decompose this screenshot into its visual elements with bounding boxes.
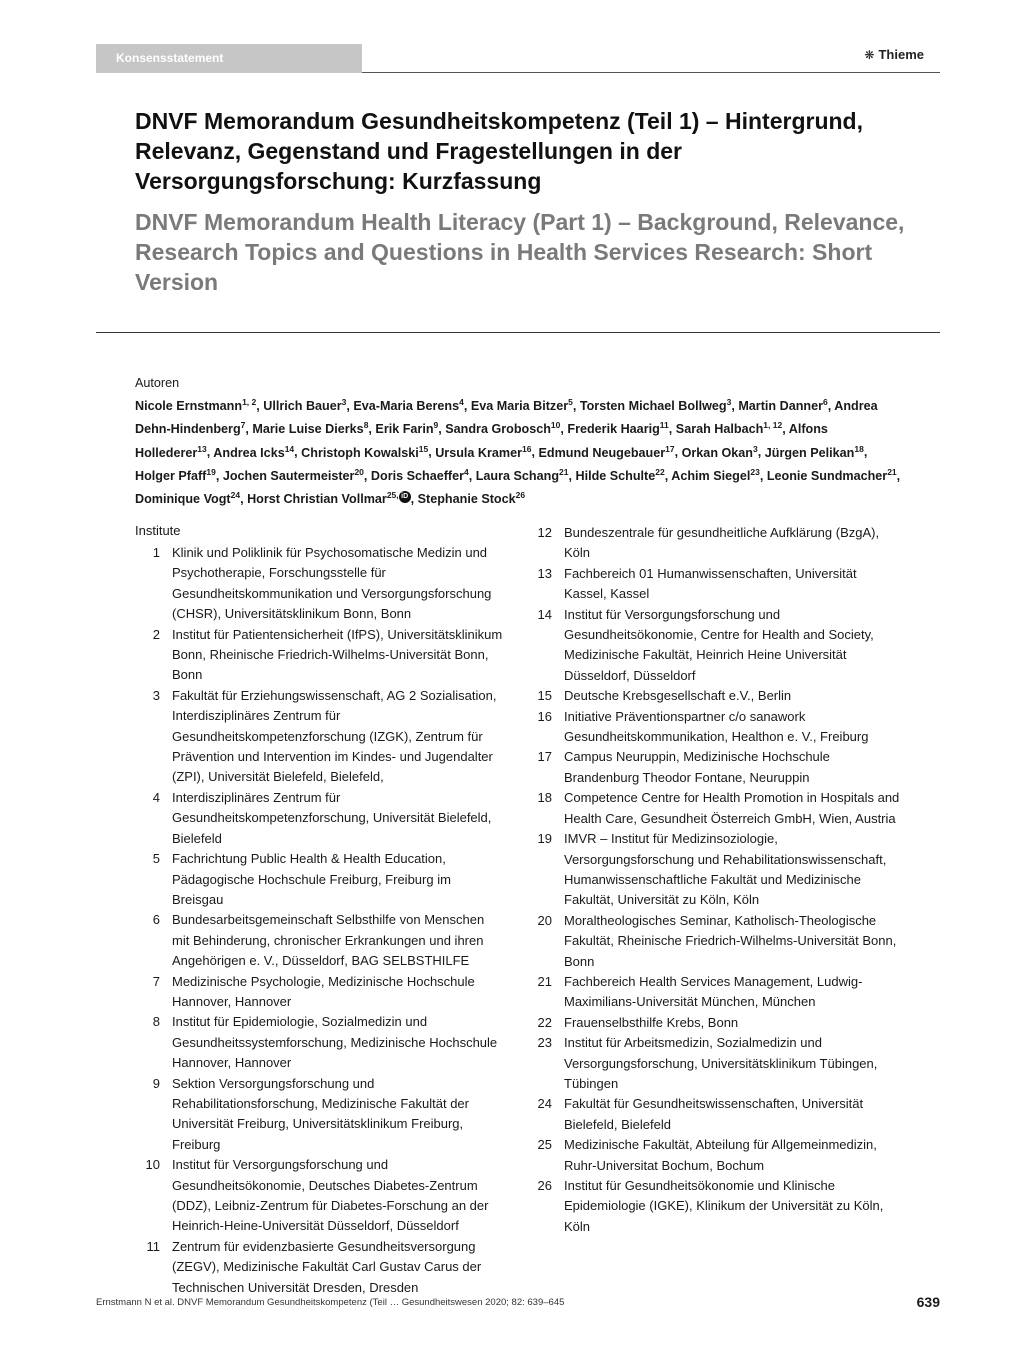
author-name: Doris Schaeffer$^4$ [370, 466, 469, 483]
title-english: DNVF Memorandum Health Literacy (Part 1) – Background, Relevance, Research Topics and Questions in Health Services Research: Short Version [135, 209, 905, 295]
institute-item [135, 1012, 505, 1073]
institute-text: Klinik und Poliklinik für Psychosomatische Medizin und Psychotherapie, Forschungsstelle für Gesundheitskommunikation und Versorgungsforschung (CHSR), Universitätsklinikum Bonn, Bonn [172, 545, 492, 622]
institute-text: Medizinische Psychologie, Medizinische Hochschule Hannover, Hannover [172, 973, 475, 1009]
institute-text: Frauenselbsthilfe Krebs, Bonn [564, 1014, 739, 1030]
author-name: Horst Christian Vollmar$^{25,}$ iD [247, 492, 411, 506]
author-name: Andrea Dehn-Hindenberg$^7$ [135, 399, 878, 437]
author-affiliation-sup: 14 [284, 443, 295, 454]
author-name: Stephanie Stock$^{26}$ [417, 489, 526, 506]
author-affiliation-sup: 3 [341, 397, 347, 407]
institute-item [527, 564, 902, 605]
thieme-logo-icon: ❋ [864, 47, 875, 62]
author-affiliation-sup: 4 [459, 397, 464, 407]
author-affiliation-sup: 1, 12 [763, 420, 783, 431]
institute-number: 1 [152, 545, 160, 560]
author-list: Nicole Ernstmann$^{1, 2}$, Ullrich Bauer$^3$, Eva-Maria Berens$^4$, Eva Maria Bitzer$^5$, Torsten Michael Bollweg$^3$, Martin Danner$^6$, Andrea Dehn-Hindenberg$^7$, Marie Luise Dierks$^8$, Erik Farin$^9$, Sandra Grobosch$^{10}$, Frederik Haarig$^{11}$, Sarah Halbach$^{1, 12}$, Alfons Hollederer$^{13}$, Andrea Icks$^{14}$, Christoph Kowalski$^{15}$, Ursula Kramer$^{16}$, Edmund Neugebauer$^{17}$, Orkan Okan$^3$, Jürgen Pelikan$^{18}$, Holger Pfaff$^{19}$, Jochen Sautermeister$^{20}$, Doris Schaeffer$^4$, Laura Schang$^{21}$, Hilde Schulte$^{22}$, Achim Siegel$^{23}$, Leonie Sundmacher$^{21}$, Dominique Vogt$^{24}$, Horst Christian Vollmar$^{25,}$ iD , Stephanie Stock$^{26}$ [135, 397, 901, 506]
page-number: 639 [916, 1294, 940, 1310]
author-affiliation-sup: 15 [418, 443, 429, 454]
author-name: Edmund Neugebauer$^{17}$ [538, 443, 675, 460]
author-affiliation-sup: 4 [464, 466, 469, 477]
institute-text: Campus Neuruppin, Medizinische Hochschule Brandenburg Theodor Fontane, Neuruppin [564, 749, 830, 785]
author-name: Hilde Schulte$^{22}$ [575, 466, 665, 483]
institute-item [527, 788, 902, 829]
author-name: Sandra Grobosch$^{10}$ [445, 420, 561, 437]
institute-number: 3 [152, 687, 160, 703]
author-affiliation-sup: 10 [550, 420, 561, 431]
institute-text: Fakultät für Gesundheitswissenschaften, Universität Bielefeld, Bielefeld [564, 1096, 864, 1132]
institute-number: 11 [146, 1238, 160, 1254]
institute-number: 20 [537, 912, 552, 928]
author-name: Leonie Sundmacher$^{21}$ [766, 466, 897, 483]
institute-text: Sektion Versorgungsforschung und Rehabilitationsforschung, Medizinische Fakultät der Universität Freiburg, Universitätsklinikum Freiburg, Freiburg [172, 1075, 469, 1152]
institute-text: Fakultät für Erziehungswissenschaft, AG 2 Sozialisation, Interdisziplinäres Zentrum für Gesundheitskompetenzforschung (IZGK), Zentrum für Prävention und Intervention im Kindes- und Jugendalter (ZPI), Universität Bielefeld, Bielefeld, [172, 687, 497, 785]
header-rule [362, 72, 940, 73]
author-name: Erik Farin$^9$ [375, 420, 439, 437]
author-affiliation-sup: 18 [854, 443, 864, 454]
author-name: Ursula Kramer$^{16}$ [435, 443, 532, 460]
author-name: Orkan Okan$^3$ [681, 443, 758, 460]
author-affiliation-sup: 26 [515, 489, 526, 500]
institute-text: Competence Centre for Health Promotion in Hospitals and Health Care, Gesundheit Österreich GmbH, Wien, Austria [564, 790, 900, 826]
institute-text: Initiative Präventionspartner c/o sanawork Gesundheitskommunikation, Healthon e. V., Freiburg [564, 708, 869, 745]
institutes-column-left [135, 543, 505, 1298]
author-name: Alfons Hollederer$^{13}$ [135, 422, 828, 460]
author-name: Christoph Kowalski$^{15}$ [301, 443, 429, 460]
institute-item [527, 707, 902, 748]
institute-text: Institut für Arbeitsmedizin, Sozialmedizin und Versorgungsforschung, Universitätsklinikum Tübingen, Tübingen [564, 1035, 878, 1091]
author-affiliation-sup: 3 [726, 397, 732, 407]
institute-number: 17 [537, 749, 552, 765]
institute-text: Moraltheologisches Seminar, Katholisch-Theologische Fakultät, Rheinische Friedrich-Wilhelms-Universität Bonn, Bonn [564, 912, 897, 969]
institute-text: Medizinische Fakultät, Abteilung für Allgemeinmedizin, Ruhr-Universitat Bochum, Bochum [564, 1137, 877, 1173]
institute-number: 18 [537, 790, 552, 806]
institute-number: 15 [537, 688, 552, 704]
institute-text: Institut für Patientensicherheit (IfPS), Universitätsklinikum Bonn, Rheinische Friedrich-Wilhelms-Universität Bonn, Bonn [172, 626, 503, 683]
author-name: Eva-Maria Berens$^4$ [353, 397, 464, 414]
institute-text: Institut für Versorgungsforschung und Gesundheitsökonomie, Centre for Health and Society, Medizinische Fakultät, Heinrich Heine Universität Düsseldorf, Düsseldorf [564, 606, 874, 683]
author-name: Eva Maria Bitzer$^5$ [470, 397, 573, 414]
author-name: Ullrich Bauer$^3$ [263, 397, 347, 414]
author-affiliation-sup: 7 [240, 420, 246, 431]
institute-item [135, 972, 505, 1013]
author-name: Holger Pfaff$^{19}$ [135, 466, 216, 483]
institute-number: 22 [537, 1014, 552, 1030]
institute-item [527, 747, 902, 788]
institute-number: 14 [537, 606, 552, 622]
institute-number: 21 [537, 973, 552, 989]
author-affiliation-sup: 11 [659, 420, 669, 431]
institute-text: Fachrichtung Public Health & Health Education, Pädagogische Hochschule Freiburg, Freiburg im Breisgau [172, 851, 451, 907]
institute-number: 8 [152, 1014, 160, 1030]
author-name: Torsten Michael Bollweg$^3$ [579, 397, 732, 414]
institute-number: 19 [537, 831, 552, 847]
institute-text: Bundesarbeitsgemeinschaft Selbsthilfe von Menschen mit Behinderung, chronischer Erkrankungen und ihren Angehörigen e. V., Düsseldorf, BAG SELBSTHILFE [172, 912, 485, 969]
institute-number: 2 [152, 626, 160, 642]
institute-item [527, 1033, 902, 1094]
institute-item [135, 849, 505, 910]
institutes-label: Institute [135, 523, 181, 538]
author-name: Jürgen Pelikan$^{18}$ [764, 443, 864, 460]
institute-number: 4 [152, 789, 160, 805]
institute-number: 7 [152, 973, 160, 989]
institute-item [527, 1013, 902, 1033]
author-name: Marie Luise Dierks$^8$ [252, 420, 369, 437]
institute-number: 16 [537, 708, 552, 724]
institute-item [135, 625, 505, 686]
author-name: Frederik Haarig$^{11}$ [567, 420, 669, 437]
institute-item [135, 1237, 505, 1298]
author-affiliation-sup: 9 [433, 420, 439, 431]
institute-number: 23 [537, 1035, 552, 1051]
author-affiliation-sup: 20 [354, 466, 364, 477]
institute-item [135, 1074, 505, 1156]
author-name: Laura Schang$^{21}$ [475, 466, 569, 483]
footer-citation: Ernstmann N et al. DNVF Memorandum Gesundheitskompetenz (Teil … Gesundheitswesen 2020; 82: 639–645 [96, 1297, 565, 1308]
institute-number: 9 [152, 1075, 160, 1091]
institute-item [135, 788, 505, 849]
institute-item [527, 523, 902, 564]
title-german: DNVF Memorandum Gesundheitskompetenz (Teil 1) – Hintergrund, Relevanz, Gegenstand und Fragestellungen in der Versorgungsforschung: Kurzfassung [135, 108, 863, 194]
author-affiliation-sup: 25, [386, 489, 399, 500]
institute-item [527, 1135, 902, 1176]
institute-text: Bundeszentrale für gesundheitliche Aufklärung (BzgA), Köln [564, 525, 880, 561]
institute-text: Institut für Versorgungsforschung und Gesundheitsökonomie, Deutsches Diabetes-Zentrum (DDZ), Leibniz-Zentrum für Diabetes-Forschung an der Heinrich-Heine-Universität Düsseldorf, Düsseldorf [172, 1157, 489, 1234]
author-affiliation-sup: 6 [822, 397, 828, 407]
institute-text: Fachbereich 01 Humanwissenschaften, Universität Kassel, Kassel [564, 565, 857, 602]
institute-item [527, 1176, 902, 1237]
institute-number: 5 [152, 851, 160, 867]
institute-text: Deutsche Krebsgesellschaft e.V., Berlin [564, 688, 792, 704]
institute-text: Interdisziplinäres Zentrum für Gesundheitskompetenzforschung, Universität Bielefeld, Bielefeld [172, 789, 492, 846]
institutes-column-right [527, 523, 902, 1237]
institute-number: 6 [152, 912, 160, 928]
institute-text: Fachbereich Health Services Management, Ludwig-Maximilians-Universität München, München [564, 973, 863, 1010]
institute-number: 13 [537, 565, 552, 581]
author-name: Martin Danner$^6$ [738, 397, 828, 414]
author-affiliation-sup: 21 [887, 466, 897, 477]
title-divider [96, 332, 940, 333]
institute-item [527, 829, 902, 911]
institute-item [135, 910, 505, 971]
institute-text: Zentrum für evidenzbasierte Gesundheitsversorgung (ZEGV), Medizinische Fakultät Carl Gustav Carus der Technischen Universität Dresden, Dresden [172, 1238, 482, 1295]
orcid-icon[interactable]: iD [399, 491, 411, 503]
author-affiliation-sup: 19 [206, 466, 216, 477]
institute-number: 26 [537, 1178, 552, 1193]
institute-item [135, 686, 505, 788]
author-name: Achim Siegel$^{23}$ [671, 466, 760, 483]
institute-item [527, 1094, 902, 1135]
institute-number: 10 [145, 1157, 160, 1173]
author-affiliation-sup: 1, 2 [242, 397, 257, 407]
institute-text: IMVR – Institut für Medizinsoziologie, Versorgungsforschung und Rehabilitationswissenschaft, Humanwissenschaftliche Fakultät und Medizinische Fakultät, Universität zu Köln, Köln [564, 831, 887, 908]
institute-number: 25 [537, 1137, 552, 1153]
author-affiliation-sup: 23 [750, 466, 760, 477]
institute-item [135, 1155, 505, 1237]
institute-text: Institut für Gesundheitsökonomie und Klinische Epidemiologie (IGKE), Klinikum der Universität zu Köln, Köln [564, 1178, 884, 1234]
authors-block [135, 374, 905, 509]
publisher-name: Thieme [878, 47, 924, 62]
author-name: Jochen Sautermeister$^{20}$ [222, 466, 364, 483]
author-affiliation-sup: 21 [559, 466, 569, 477]
institute-item [135, 543, 505, 625]
author-affiliation-sup: 17 [665, 443, 675, 454]
author-affiliation-sup: 13 [197, 443, 207, 454]
institute-item [527, 972, 902, 1013]
institute-text: Institut für Epidemiologie, Sozialmedizin und Gesundheitssystemforschung, Medizinische Hochschule Hannover, Hannover [172, 1014, 498, 1071]
author-name: Nicole Ernstmann$^{1, 2}$ [135, 397, 257, 414]
author-name: Andrea Icks$^{14}$ [213, 443, 295, 460]
institute-number: 24 [537, 1096, 552, 1112]
institute-item [527, 686, 902, 706]
institute-item [527, 911, 902, 972]
publisher-logo [864, 47, 924, 62]
authors-label: Autoren [135, 376, 180, 390]
author-affiliation-sup: 24 [230, 489, 241, 500]
author-name: Sarah Halbach$^{1, 12}$ [675, 420, 783, 437]
author-affiliation-sup: 5 [568, 397, 573, 407]
section-label: Konsensstatement [96, 44, 362, 73]
author-affiliation-sup: 3 [753, 443, 758, 454]
institute-item [527, 605, 902, 687]
author-affiliation-sup: 22 [655, 466, 665, 477]
institute-number: 12 [537, 525, 552, 540]
author-affiliation-sup: 16 [522, 443, 532, 454]
author-affiliation-sup: 8 [363, 420, 369, 431]
author-name: Dominique Vogt$^{24}$ [135, 489, 241, 506]
